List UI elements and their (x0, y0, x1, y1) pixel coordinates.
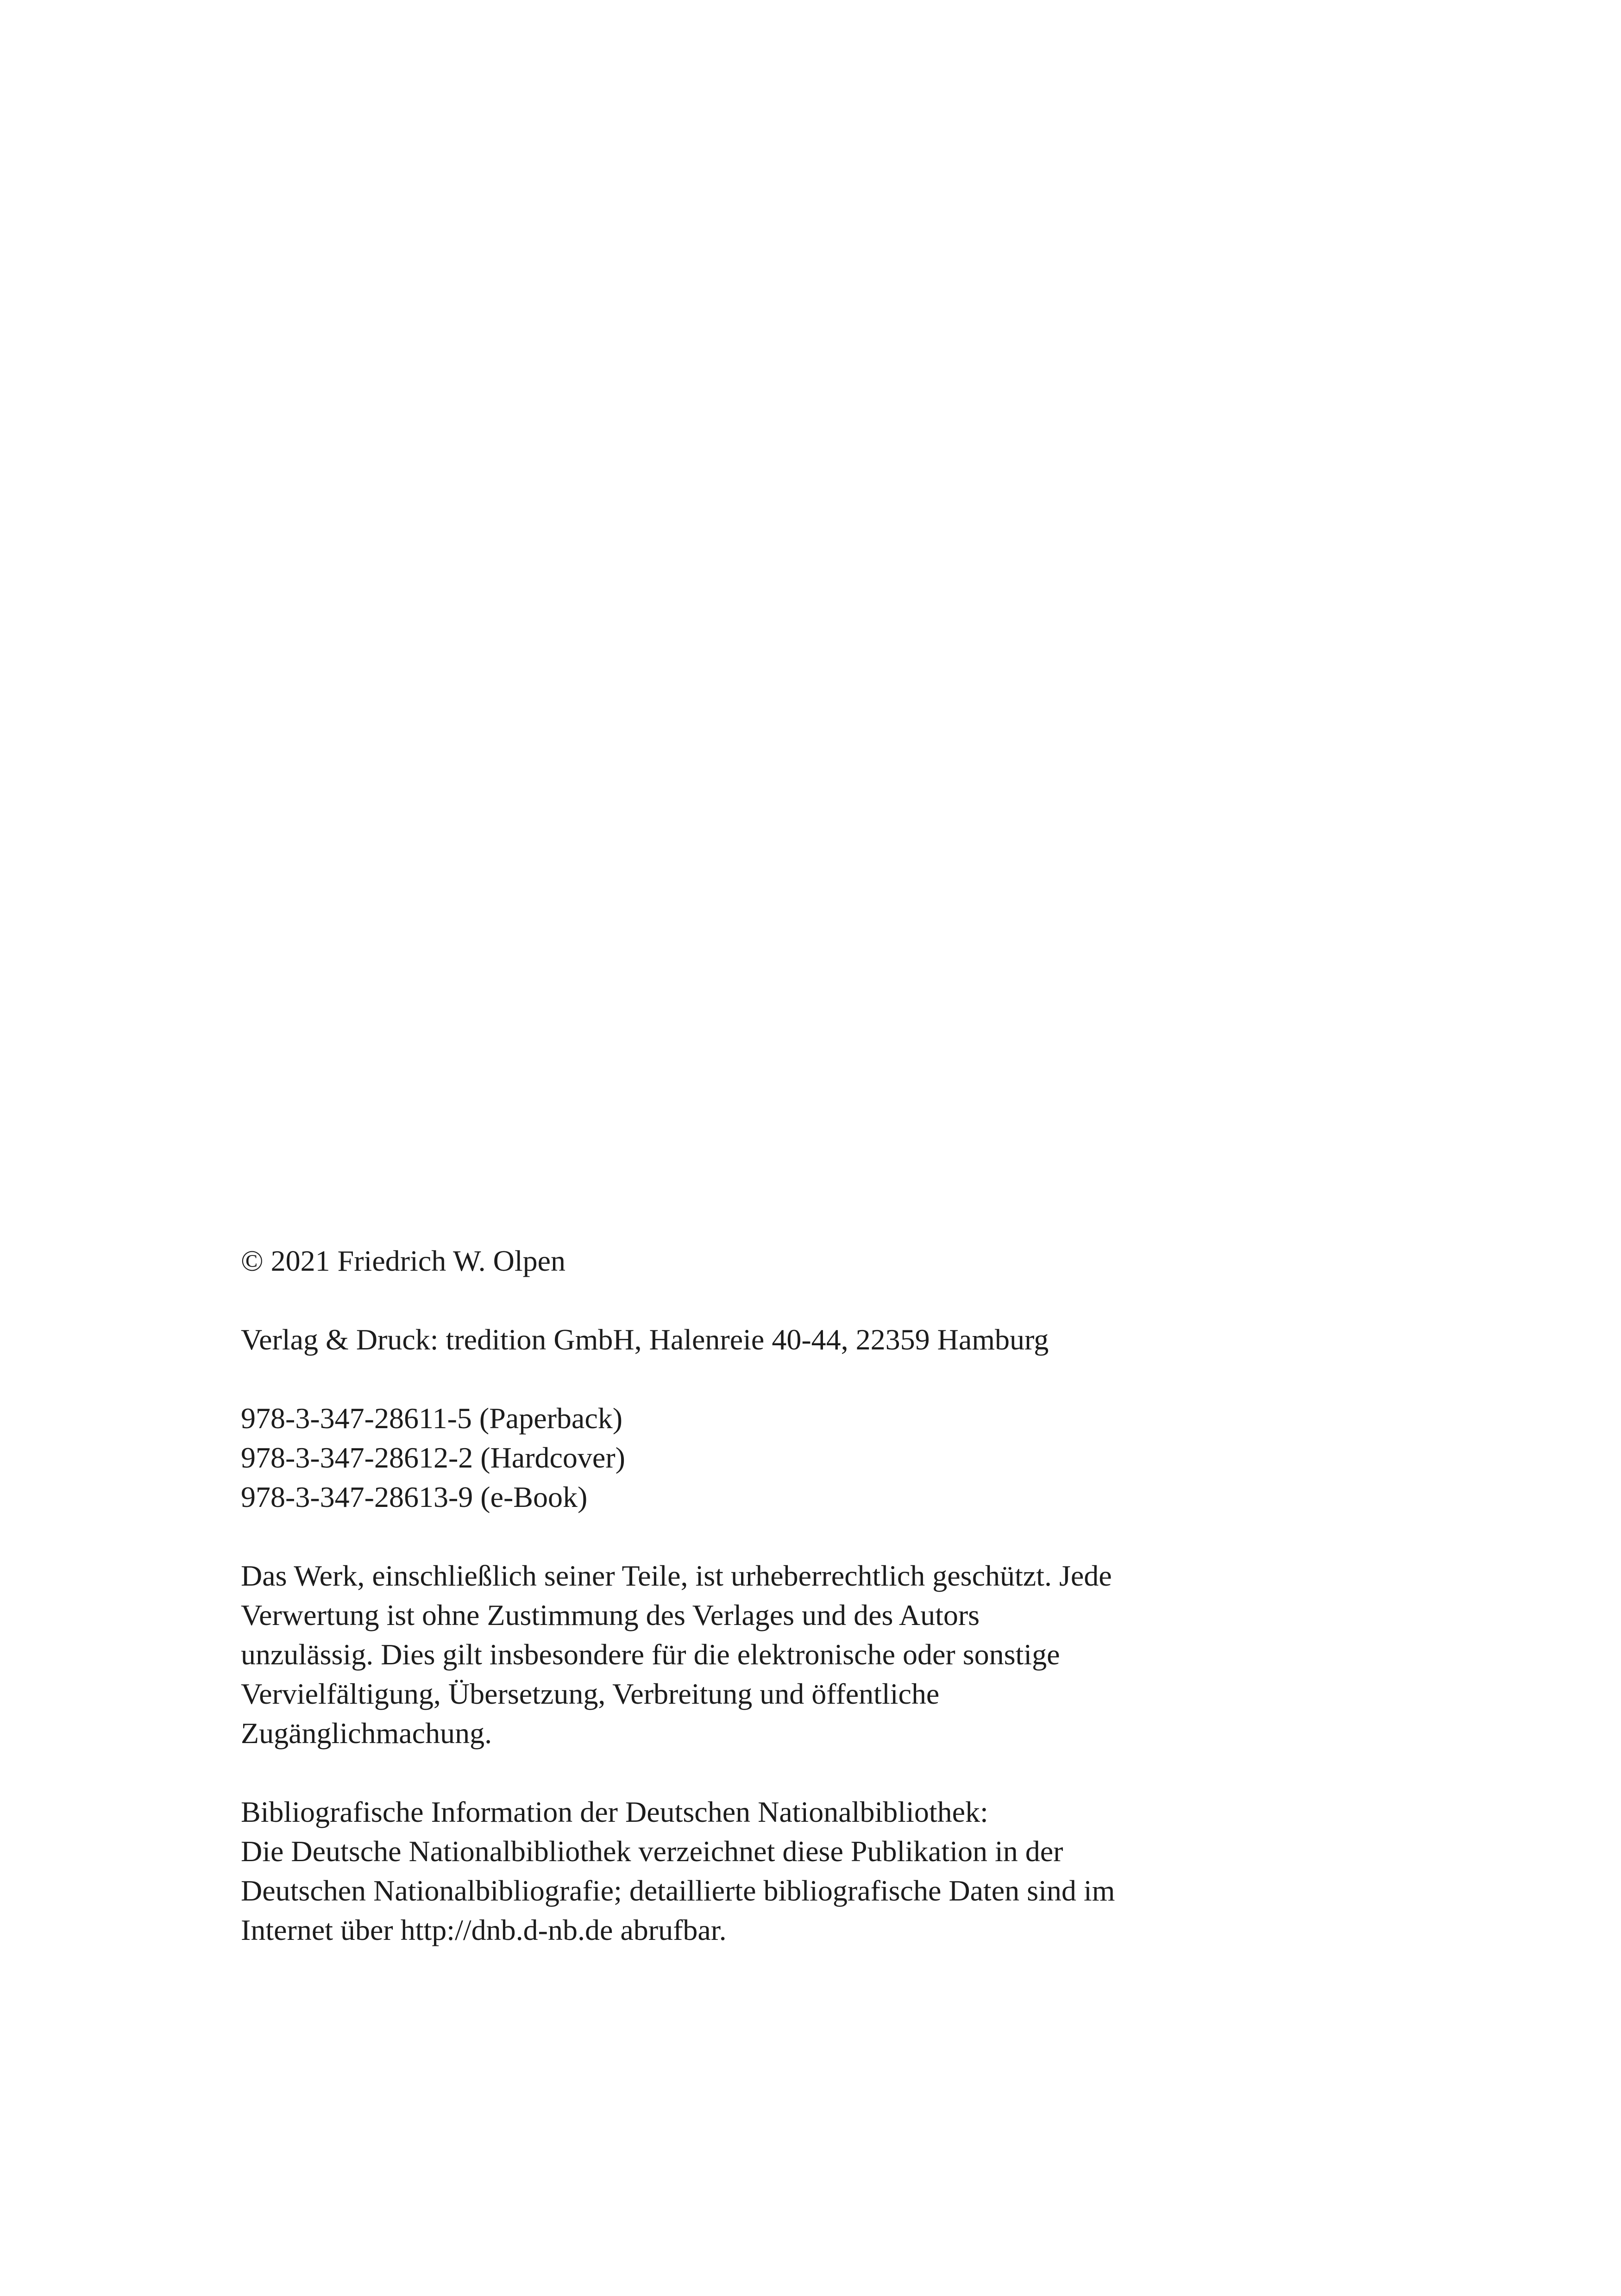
isbn-hardcover: 978-3-347-28612-2 (Hardcover) (241, 1441, 625, 1474)
rights-notice-line: Zugänglichmachung. (241, 1717, 492, 1750)
bibliographic-info-line: Die Deutsche Nationalbibliothek verzeichnet diese Publikation in der (241, 1835, 1063, 1868)
imprint-page (241, 1241, 1260, 1950)
bibliographic-info-line: Deutschen Nationalbibliografie; detaillierte bibliografische Daten sind im (241, 1874, 1115, 1907)
publisher-line: Verlag & Druck: tredition GmbH, Halenreie 40-44, 22359 Hamburg (241, 1323, 1049, 1356)
bibliographic-info-line: Bibliografische Information der Deutschen Nationalbibliothek: (241, 1795, 988, 1828)
bibliographic-info (241, 1792, 1260, 1950)
isbn-paperback: 978-3-347-28611-5 (Paperback) (241, 1402, 623, 1435)
rights-notice (241, 1556, 1260, 1753)
rights-notice-line: Vervielfältigung, Übersetzung, Verbreitung und öffentliche (241, 1677, 940, 1710)
rights-notice-line: Das Werk, einschließlich seiner Teile, ist urheberrechtlich geschützt. Jede (241, 1559, 1112, 1592)
rights-notice-line: unzulässig. Dies gilt insbesondere für die elektronische oder sonstige (241, 1638, 1060, 1671)
copyright-notice (241, 1241, 1260, 1280)
copyright-line: © 2021 Friedrich W. Olpen (241, 1244, 565, 1277)
rights-notice-line: Verwertung ist ohne Zustimmung des Verlages und des Autors (241, 1599, 980, 1631)
isbn-list (241, 1399, 1260, 1517)
bibliographic-info-line: Internet über http://dnb.d-nb.de abrufbar. (241, 1913, 727, 1946)
isbn-ebook: 978-3-347-28613-9 (e-Book) (241, 1480, 588, 1513)
publisher-info (241, 1320, 1260, 1359)
